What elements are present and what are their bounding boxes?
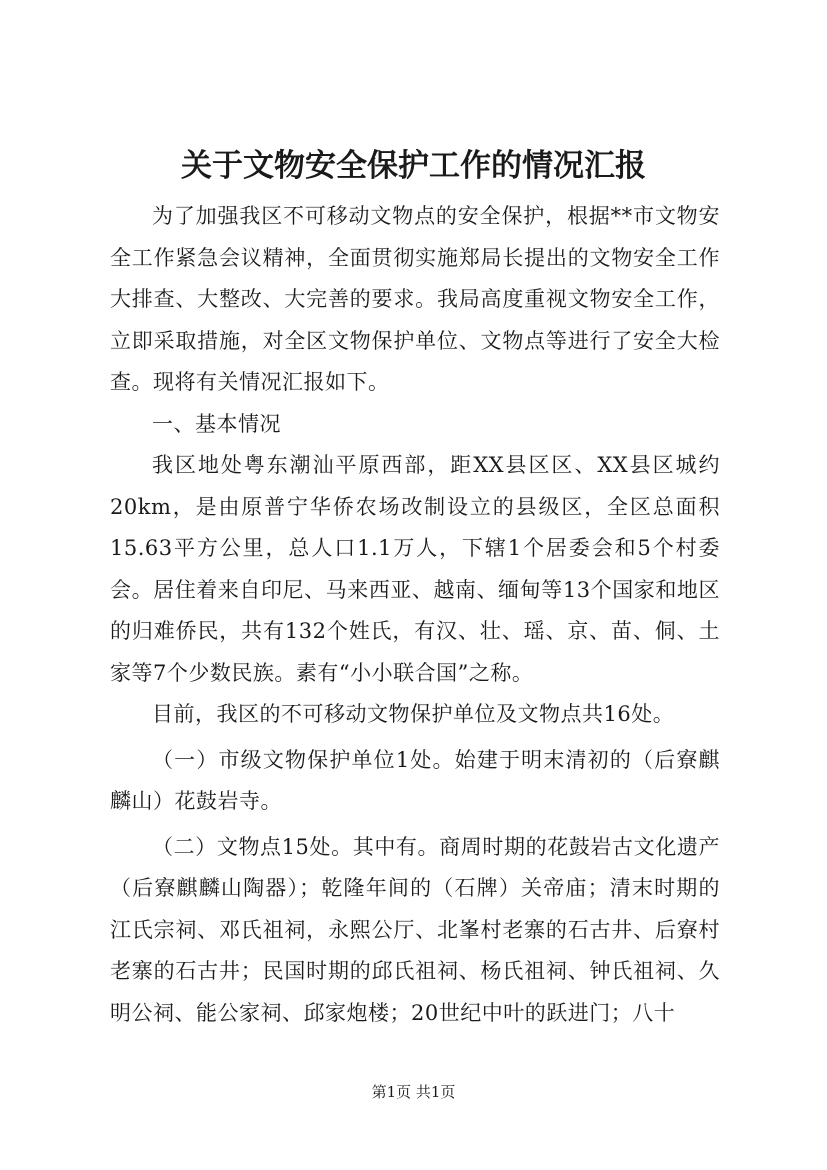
- relic-points-paragraph: （二）文物点15处。其中有。商周时期的花鼓岩古文化遗产（后寮麒麟山陶器）；乾隆年间的（石牌）关帝庙；清末时期的江氏宗祠、邓氏祖祠，永熙公厅、北峯村老寨的石古井、后寮村老寨的石古井；民国时期的邱氏祖祠、杨氏祖祠、钟氏祖祠、久明公祠、能公家祠、邱家炮楼；20世纪中叶的跃进门；八十: [110, 834, 720, 1025]
- document-body: [110, 196, 720, 1034]
- document-title: 关于文物安全保护工作的情况汇报: [181, 148, 646, 184]
- page-footer: 第1页 共1页: [371, 1083, 456, 1101]
- section-heading-basic: 一、基本情况: [152, 411, 281, 436]
- location-paragraph: 我区地处粤东潮汕平原西部，距XX县区区、XX县区城约20km，是由原普宁华侨农场改制设立的县级区，全区总面积15.63平方公里，总人口1.1万人，下辖1个居委会和5个村委会。居住着来自印尼、马来西亚、越南、缅甸等13个国家和地区的归难侨民，共有132个姓氏，有汉、壮、瑶、京、苗、侗、土家等7个少数民族。素有“小小联合国”之称。: [110, 453, 720, 685]
- intro-paragraph: 为了加强我区不可移动文物点的安全保护，根据**市文物安全工作紧急会议精神，全面贯彻实施郑局长提出的文物安全工作大排查、大整改、大完善的要求。我局高度重视文物安全工作，立即采取措施，对全区文物保护单位、文物点等进行了安全大检查。现将有关情况汇报如下。: [110, 204, 720, 394]
- city-level-paragraph: （一）市级文物保护单位1处。始建于明末清初的（后寮麒麟山）花鼓岩寺。: [110, 747, 720, 813]
- relics-count-paragraph: 目前，我区的不可移动文物保护单位及文物点共16处。: [152, 702, 675, 726]
